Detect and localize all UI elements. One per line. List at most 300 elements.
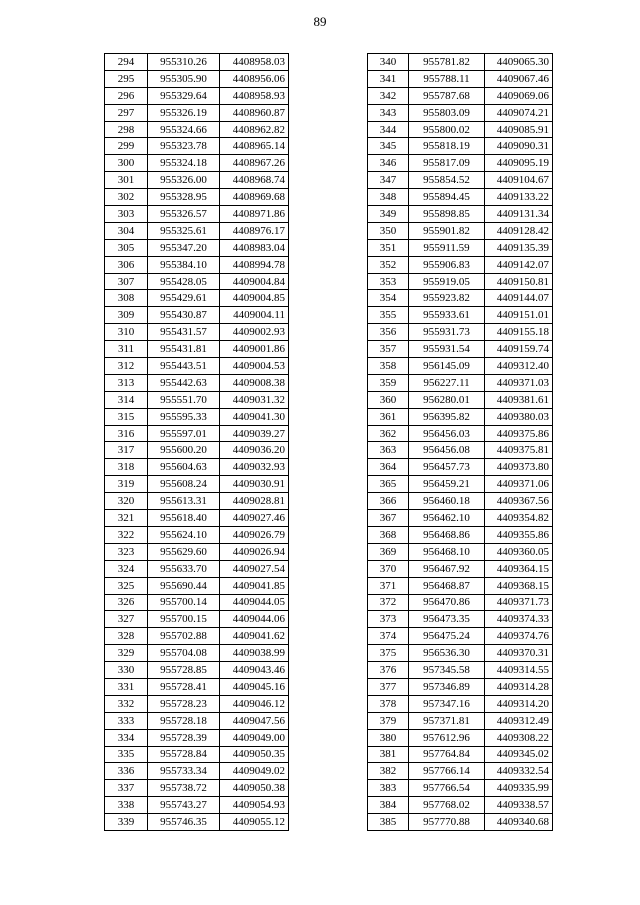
y-coordinate-cell: 4409069.06 xyxy=(485,87,553,104)
y-coordinate-cell: 4408956.06 xyxy=(220,70,289,87)
point-number-cell: 296 xyxy=(105,87,148,104)
x-coordinate-cell: 956468.10 xyxy=(409,543,485,560)
y-coordinate-cell: 4409381.61 xyxy=(485,391,553,408)
table-row xyxy=(105,121,289,138)
point-number-cell: 333 xyxy=(105,712,148,729)
table-row xyxy=(105,442,289,459)
point-number-cell: 373 xyxy=(368,611,409,628)
point-number-cell: 326 xyxy=(105,594,148,611)
table-row xyxy=(368,560,553,577)
x-coordinate-cell: 957371.81 xyxy=(409,712,485,729)
table-row xyxy=(368,493,553,510)
x-coordinate-cell: 957766.14 xyxy=(409,763,485,780)
table-row xyxy=(368,408,553,425)
table-row xyxy=(368,510,553,527)
y-coordinate-cell: 4409364.15 xyxy=(485,560,553,577)
x-coordinate-cell: 956468.87 xyxy=(409,577,485,594)
x-coordinate-cell: 955728.39 xyxy=(148,729,220,746)
point-number-cell: 301 xyxy=(105,172,148,189)
y-coordinate-cell: 4408967.26 xyxy=(220,155,289,172)
x-coordinate-cell: 955906.83 xyxy=(409,256,485,273)
y-coordinate-cell: 4409133.22 xyxy=(485,189,553,206)
table-row xyxy=(368,476,553,493)
y-coordinate-cell: 4409049.02 xyxy=(220,763,289,780)
x-coordinate-cell: 955803.09 xyxy=(409,104,485,121)
point-number-cell: 359 xyxy=(368,374,409,391)
x-coordinate-cell: 955326.00 xyxy=(148,172,220,189)
point-number-cell: 342 xyxy=(368,87,409,104)
point-number-cell: 315 xyxy=(105,408,148,425)
point-number-cell: 335 xyxy=(105,746,148,763)
point-number-cell: 364 xyxy=(368,459,409,476)
point-number-cell: 351 xyxy=(368,239,409,256)
table-row xyxy=(368,172,553,189)
x-coordinate-cell: 955595.33 xyxy=(148,408,220,425)
point-number-cell: 383 xyxy=(368,780,409,797)
y-coordinate-cell: 4409027.46 xyxy=(220,510,289,527)
table-row xyxy=(105,526,289,543)
table-row xyxy=(105,87,289,104)
x-coordinate-cell: 955728.41 xyxy=(148,678,220,695)
table-row xyxy=(368,763,553,780)
y-coordinate-cell: 4409367.56 xyxy=(485,493,553,510)
point-number-cell: 294 xyxy=(105,54,148,71)
y-coordinate-cell: 4409002.93 xyxy=(220,324,289,341)
y-coordinate-cell: 4409044.05 xyxy=(220,594,289,611)
x-coordinate-cell: 956473.35 xyxy=(409,611,485,628)
y-coordinate-cell: 4409067.46 xyxy=(485,70,553,87)
point-number-cell: 297 xyxy=(105,104,148,121)
table-row xyxy=(105,155,289,172)
point-number-cell: 298 xyxy=(105,121,148,138)
y-coordinate-cell: 4409085.91 xyxy=(485,121,553,138)
table-row xyxy=(105,594,289,611)
y-coordinate-cell: 4409368.15 xyxy=(485,577,553,594)
table-row xyxy=(105,138,289,155)
x-coordinate-cell: 955931.54 xyxy=(409,341,485,358)
point-number-cell: 349 xyxy=(368,206,409,223)
y-coordinate-cell: 4409332.54 xyxy=(485,763,553,780)
y-coordinate-cell: 4409043.46 xyxy=(220,662,289,679)
y-coordinate-cell: 4408960.87 xyxy=(220,104,289,121)
x-coordinate-cell: 956460.18 xyxy=(409,493,485,510)
point-number-cell: 353 xyxy=(368,273,409,290)
point-number-cell: 374 xyxy=(368,628,409,645)
y-coordinate-cell: 4409054.93 xyxy=(220,797,289,814)
table-row xyxy=(105,70,289,87)
x-coordinate-cell: 955933.61 xyxy=(409,307,485,324)
point-number-cell: 345 xyxy=(368,138,409,155)
point-number-cell: 336 xyxy=(105,763,148,780)
y-coordinate-cell: 4408962.82 xyxy=(220,121,289,138)
x-coordinate-cell: 955728.85 xyxy=(148,662,220,679)
point-number-cell: 295 xyxy=(105,70,148,87)
table-row xyxy=(368,256,553,273)
x-coordinate-cell: 955428.05 xyxy=(148,273,220,290)
table-row xyxy=(105,459,289,476)
x-coordinate-cell: 955817.09 xyxy=(409,155,485,172)
x-coordinate-cell: 955923.82 xyxy=(409,290,485,307)
x-coordinate-cell: 956145.09 xyxy=(409,358,485,375)
table-row xyxy=(105,307,289,324)
x-coordinate-cell: 955429.61 xyxy=(148,290,220,307)
x-coordinate-cell: 955818.19 xyxy=(409,138,485,155)
y-coordinate-cell: 4409030.91 xyxy=(220,476,289,493)
y-coordinate-cell: 4409150.81 xyxy=(485,273,553,290)
table-row xyxy=(368,712,553,729)
table-row xyxy=(105,560,289,577)
table-row xyxy=(105,391,289,408)
x-coordinate-cell: 957770.88 xyxy=(409,814,485,831)
table-row xyxy=(105,222,289,239)
y-coordinate-cell: 4409142.07 xyxy=(485,256,553,273)
x-coordinate-cell: 957347.16 xyxy=(409,695,485,712)
table-row xyxy=(105,797,289,814)
y-coordinate-cell: 4409032.93 xyxy=(220,459,289,476)
x-coordinate-cell: 955326.57 xyxy=(148,206,220,223)
x-coordinate-cell: 956459.21 xyxy=(409,476,485,493)
table-row xyxy=(105,476,289,493)
x-coordinate-cell: 955431.57 xyxy=(148,324,220,341)
y-coordinate-cell: 4409004.85 xyxy=(220,290,289,307)
table-row xyxy=(368,797,553,814)
point-number-cell: 309 xyxy=(105,307,148,324)
y-coordinate-cell: 4409049.00 xyxy=(220,729,289,746)
point-number-cell: 307 xyxy=(105,273,148,290)
table-row xyxy=(105,695,289,712)
point-number-cell: 354 xyxy=(368,290,409,307)
point-number-cell: 356 xyxy=(368,324,409,341)
table-row xyxy=(105,628,289,645)
y-coordinate-cell: 4409155.18 xyxy=(485,324,553,341)
table-row xyxy=(368,780,553,797)
table-row xyxy=(105,408,289,425)
table-row xyxy=(368,442,553,459)
y-coordinate-cell: 4409131.34 xyxy=(485,206,553,223)
point-number-cell: 343 xyxy=(368,104,409,121)
table-row xyxy=(368,138,553,155)
y-coordinate-cell: 4409050.35 xyxy=(220,746,289,763)
point-number-cell: 369 xyxy=(368,543,409,560)
table-row xyxy=(105,324,289,341)
y-coordinate-cell: 4409371.03 xyxy=(485,374,553,391)
y-coordinate-cell: 4409036.20 xyxy=(220,442,289,459)
y-coordinate-cell: 4409312.49 xyxy=(485,712,553,729)
point-number-cell: 355 xyxy=(368,307,409,324)
y-coordinate-cell: 4409355.86 xyxy=(485,526,553,543)
table-row xyxy=(105,374,289,391)
y-coordinate-cell: 4408994.78 xyxy=(220,256,289,273)
y-coordinate-cell: 4408958.03 xyxy=(220,54,289,71)
point-number-cell: 312 xyxy=(105,358,148,375)
x-coordinate-cell: 955347.20 xyxy=(148,239,220,256)
y-coordinate-cell: 4409041.85 xyxy=(220,577,289,594)
table-row xyxy=(368,273,553,290)
y-coordinate-cell: 4408965.14 xyxy=(220,138,289,155)
table-row xyxy=(368,374,553,391)
point-number-cell: 328 xyxy=(105,628,148,645)
y-coordinate-cell: 4409028.81 xyxy=(220,493,289,510)
point-number-cell: 320 xyxy=(105,493,148,510)
table-row xyxy=(105,746,289,763)
point-number-cell: 358 xyxy=(368,358,409,375)
table-row xyxy=(368,594,553,611)
point-number-cell: 340 xyxy=(368,54,409,71)
table-row xyxy=(105,780,289,797)
table-row xyxy=(368,54,553,71)
table-row xyxy=(105,577,289,594)
point-number-cell: 378 xyxy=(368,695,409,712)
y-coordinate-cell: 4408983.04 xyxy=(220,239,289,256)
table-row xyxy=(368,358,553,375)
table-row xyxy=(368,206,553,223)
table-row xyxy=(105,358,289,375)
table-row xyxy=(368,290,553,307)
y-coordinate-cell: 4409074.21 xyxy=(485,104,553,121)
x-coordinate-cell: 957768.02 xyxy=(409,797,485,814)
x-coordinate-cell: 956475.24 xyxy=(409,628,485,645)
table-row xyxy=(105,493,289,510)
point-number-cell: 377 xyxy=(368,678,409,695)
x-coordinate-cell: 955728.84 xyxy=(148,746,220,763)
x-coordinate-cell: 956456.03 xyxy=(409,425,485,442)
table-row xyxy=(368,611,553,628)
y-coordinate-cell: 4409095.19 xyxy=(485,155,553,172)
table-row xyxy=(368,324,553,341)
y-coordinate-cell: 4409046.12 xyxy=(220,695,289,712)
y-coordinate-cell: 4409104.67 xyxy=(485,172,553,189)
x-coordinate-cell: 955326.19 xyxy=(148,104,220,121)
table-row xyxy=(368,577,553,594)
point-number-cell: 305 xyxy=(105,239,148,256)
table-row xyxy=(105,678,289,695)
point-number-cell: 329 xyxy=(105,645,148,662)
y-coordinate-cell: 4409312.40 xyxy=(485,358,553,375)
point-number-cell: 385 xyxy=(368,814,409,831)
table-row xyxy=(105,256,289,273)
x-coordinate-cell: 956462.10 xyxy=(409,510,485,527)
point-number-cell: 314 xyxy=(105,391,148,408)
x-coordinate-cell: 955690.44 xyxy=(148,577,220,594)
point-number-cell: 366 xyxy=(368,493,409,510)
table-row xyxy=(105,814,289,831)
point-number-cell: 382 xyxy=(368,763,409,780)
x-coordinate-cell: 955613.31 xyxy=(148,493,220,510)
y-coordinate-cell: 4409050.38 xyxy=(220,780,289,797)
x-coordinate-cell: 956536.30 xyxy=(409,645,485,662)
point-number-cell: 303 xyxy=(105,206,148,223)
x-coordinate-cell: 956456.08 xyxy=(409,442,485,459)
x-coordinate-cell: 955728.18 xyxy=(148,712,220,729)
table-row xyxy=(368,239,553,256)
x-coordinate-cell: 955443.51 xyxy=(148,358,220,375)
y-coordinate-cell: 4409159.74 xyxy=(485,341,553,358)
y-coordinate-cell: 4409045.16 xyxy=(220,678,289,695)
x-coordinate-cell: 955325.61 xyxy=(148,222,220,239)
x-coordinate-cell: 955733.34 xyxy=(148,763,220,780)
coordinates-table-right xyxy=(367,53,553,831)
point-number-cell: 368 xyxy=(368,526,409,543)
point-number-cell: 381 xyxy=(368,746,409,763)
table-row xyxy=(105,189,289,206)
point-number-cell: 341 xyxy=(368,70,409,87)
table-row xyxy=(105,341,289,358)
x-coordinate-cell: 955324.18 xyxy=(148,155,220,172)
x-coordinate-cell: 955384.10 xyxy=(148,256,220,273)
point-number-cell: 325 xyxy=(105,577,148,594)
x-coordinate-cell: 955600.20 xyxy=(148,442,220,459)
y-coordinate-cell: 4409371.06 xyxy=(485,476,553,493)
x-coordinate-cell: 955787.68 xyxy=(409,87,485,104)
x-coordinate-cell: 955624.10 xyxy=(148,526,220,543)
y-coordinate-cell: 4409374.33 xyxy=(485,611,553,628)
table-row xyxy=(368,104,553,121)
x-coordinate-cell: 955551.70 xyxy=(148,391,220,408)
y-coordinate-cell: 4409065.30 xyxy=(485,54,553,71)
x-coordinate-cell: 957346.89 xyxy=(409,678,485,695)
point-number-cell: 352 xyxy=(368,256,409,273)
y-coordinate-cell: 4409090.31 xyxy=(485,138,553,155)
y-coordinate-cell: 4409151.01 xyxy=(485,307,553,324)
x-coordinate-cell: 955430.87 xyxy=(148,307,220,324)
x-coordinate-cell: 955911.59 xyxy=(409,239,485,256)
point-number-cell: 360 xyxy=(368,391,409,408)
x-coordinate-cell: 955728.23 xyxy=(148,695,220,712)
point-number-cell: 347 xyxy=(368,172,409,189)
y-coordinate-cell: 4409375.81 xyxy=(485,442,553,459)
point-number-cell: 357 xyxy=(368,341,409,358)
x-coordinate-cell: 955704.08 xyxy=(148,645,220,662)
table-row xyxy=(368,70,553,87)
x-coordinate-cell: 957612.96 xyxy=(409,729,485,746)
point-number-cell: 337 xyxy=(105,780,148,797)
point-number-cell: 338 xyxy=(105,797,148,814)
point-number-cell: 300 xyxy=(105,155,148,172)
x-coordinate-cell: 955746.35 xyxy=(148,814,220,831)
x-coordinate-cell: 956280.01 xyxy=(409,391,485,408)
table-row xyxy=(105,104,289,121)
point-number-cell: 313 xyxy=(105,374,148,391)
point-number-cell: 379 xyxy=(368,712,409,729)
table-row xyxy=(368,628,553,645)
table-row xyxy=(368,695,553,712)
x-coordinate-cell: 956395.82 xyxy=(409,408,485,425)
table-row xyxy=(105,206,289,223)
y-coordinate-cell: 4408958.93 xyxy=(220,87,289,104)
table-row xyxy=(105,425,289,442)
point-number-cell: 346 xyxy=(368,155,409,172)
y-coordinate-cell: 4409354.82 xyxy=(485,510,553,527)
table-row xyxy=(368,425,553,442)
table-row xyxy=(368,678,553,695)
table-row xyxy=(105,729,289,746)
x-coordinate-cell: 955328.95 xyxy=(148,189,220,206)
table-row xyxy=(368,121,553,138)
x-coordinate-cell: 955898.85 xyxy=(409,206,485,223)
y-coordinate-cell: 4409144.07 xyxy=(485,290,553,307)
table-row xyxy=(105,763,289,780)
coordinates-table-left xyxy=(104,53,289,831)
y-coordinate-cell: 4409380.03 xyxy=(485,408,553,425)
table-row xyxy=(368,87,553,104)
y-coordinate-cell: 4409047.56 xyxy=(220,712,289,729)
point-number-cell: 344 xyxy=(368,121,409,138)
x-coordinate-cell: 955854.52 xyxy=(409,172,485,189)
point-number-cell: 365 xyxy=(368,476,409,493)
y-coordinate-cell: 4409039.27 xyxy=(220,425,289,442)
y-coordinate-cell: 4409031.32 xyxy=(220,391,289,408)
y-coordinate-cell: 4409004.11 xyxy=(220,307,289,324)
point-number-cell: 308 xyxy=(105,290,148,307)
x-coordinate-cell: 957764.84 xyxy=(409,746,485,763)
point-number-cell: 327 xyxy=(105,611,148,628)
x-coordinate-cell: 955702.88 xyxy=(148,628,220,645)
y-coordinate-cell: 4409314.28 xyxy=(485,678,553,695)
table-row xyxy=(368,341,553,358)
y-coordinate-cell: 4409044.06 xyxy=(220,611,289,628)
x-coordinate-cell: 955608.24 xyxy=(148,476,220,493)
table-row xyxy=(105,54,289,71)
point-number-cell: 339 xyxy=(105,814,148,831)
x-coordinate-cell: 955700.15 xyxy=(148,611,220,628)
table-row xyxy=(368,662,553,679)
x-coordinate-cell: 956468.86 xyxy=(409,526,485,543)
point-number-cell: 376 xyxy=(368,662,409,679)
table-row xyxy=(368,155,553,172)
point-number-cell: 370 xyxy=(368,560,409,577)
point-number-cell: 380 xyxy=(368,729,409,746)
point-number-cell: 348 xyxy=(368,189,409,206)
y-coordinate-cell: 4409004.84 xyxy=(220,273,289,290)
y-coordinate-cell: 4408976.17 xyxy=(220,222,289,239)
point-number-cell: 318 xyxy=(105,459,148,476)
x-coordinate-cell: 955604.63 xyxy=(148,459,220,476)
x-coordinate-cell: 955700.14 xyxy=(148,594,220,611)
x-coordinate-cell: 955738.72 xyxy=(148,780,220,797)
x-coordinate-cell: 956467.92 xyxy=(409,560,485,577)
y-coordinate-cell: 4409373.80 xyxy=(485,459,553,476)
x-coordinate-cell: 955931.73 xyxy=(409,324,485,341)
y-coordinate-cell: 4409360.05 xyxy=(485,543,553,560)
point-number-cell: 375 xyxy=(368,645,409,662)
point-number-cell: 384 xyxy=(368,797,409,814)
y-coordinate-cell: 4409335.99 xyxy=(485,780,553,797)
x-coordinate-cell: 955324.66 xyxy=(148,121,220,138)
y-coordinate-cell: 4409308.22 xyxy=(485,729,553,746)
x-coordinate-cell: 955431.81 xyxy=(148,341,220,358)
table-row xyxy=(368,222,553,239)
y-coordinate-cell: 4409128.42 xyxy=(485,222,553,239)
page-number: 89 xyxy=(313,14,327,29)
x-coordinate-cell: 957345.58 xyxy=(409,662,485,679)
y-coordinate-cell: 4409314.20 xyxy=(485,695,553,712)
point-number-cell: 331 xyxy=(105,678,148,695)
table-row xyxy=(368,526,553,543)
point-number-cell: 302 xyxy=(105,189,148,206)
table-row xyxy=(368,814,553,831)
y-coordinate-cell: 4409038.99 xyxy=(220,645,289,662)
table-row xyxy=(368,543,553,560)
point-number-cell: 372 xyxy=(368,594,409,611)
table-row xyxy=(368,391,553,408)
x-coordinate-cell: 955781.82 xyxy=(409,54,485,71)
y-coordinate-cell: 4409345.02 xyxy=(485,746,553,763)
point-number-cell: 330 xyxy=(105,662,148,679)
y-coordinate-cell: 4409026.94 xyxy=(220,543,289,560)
point-number-cell: 316 xyxy=(105,425,148,442)
table-row xyxy=(105,172,289,189)
y-coordinate-cell: 4409008.38 xyxy=(220,374,289,391)
